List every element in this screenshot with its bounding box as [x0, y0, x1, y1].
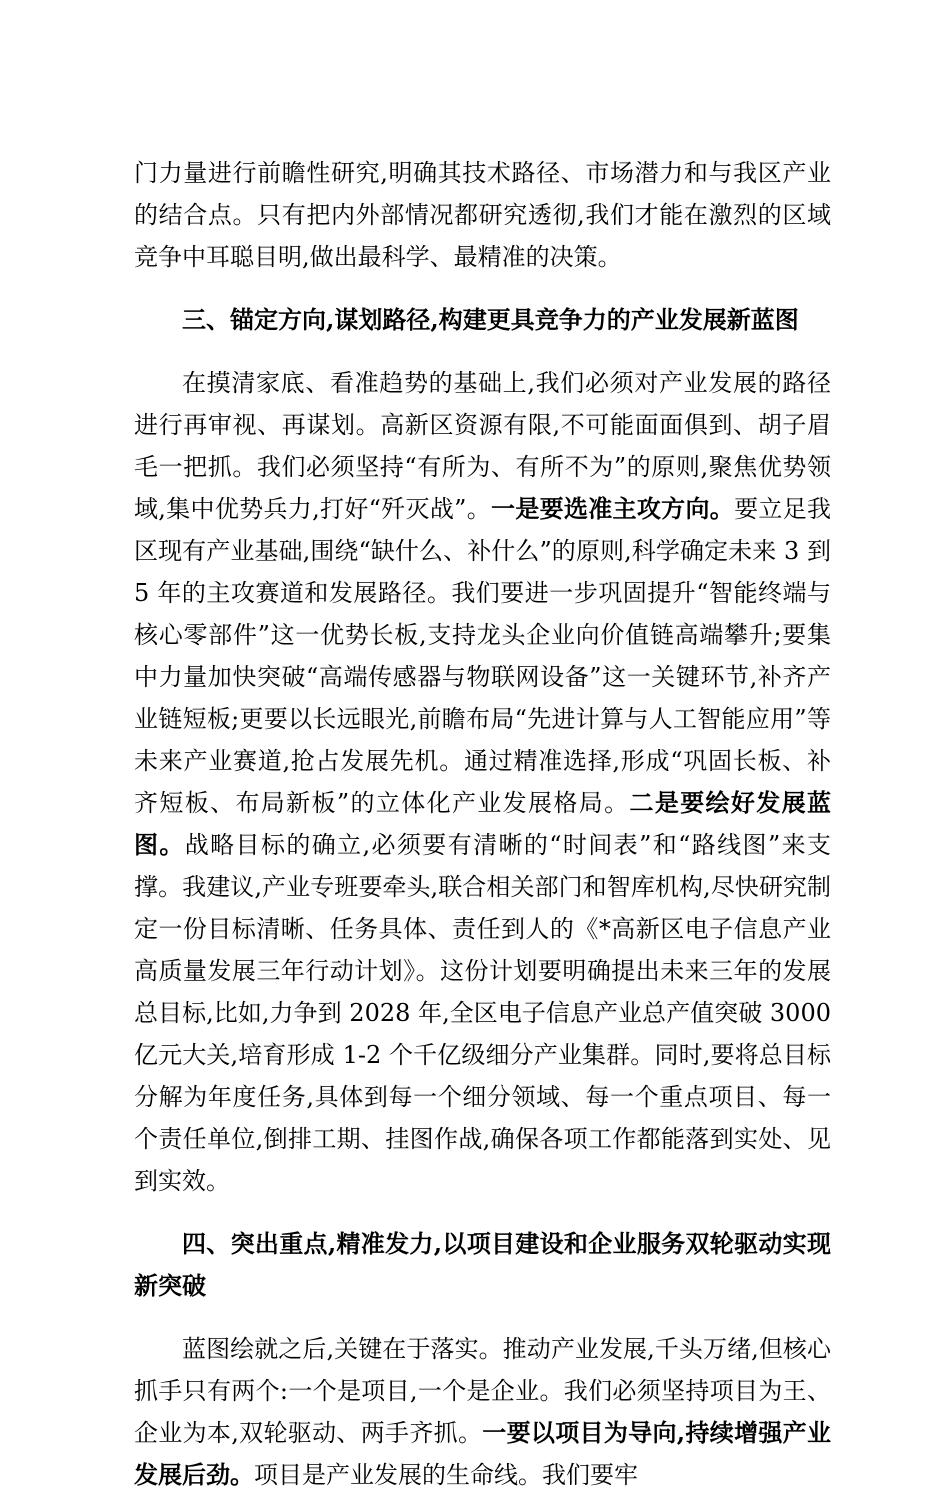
- bold-point-2: 二是要绘好发展蓝图。: [134, 788, 831, 859]
- paragraph-text: 在摸清家底、看准趋势的基础上,我们必须对产业发展的路径进行再审视、再谋划。高新区资源有限,不可能面面俱到、胡子眉毛一把抓。我们必须坚持“有所为、有所不为”的原则,聚焦优势领域,集中优势兵力,打好“歼灭战”。: [134, 369, 831, 523]
- bold-point-1: 一是要选准主攻方向。: [491, 494, 735, 523]
- paragraph-intro: 门力量进行前瞻性研究,明确其技术路径、市场潜力和与我区产业的结合点。只有把内外部情况都研究透彻,我们才能在激烈的区域竞争中耳聪目明,做出最科学、最精准的决策。: [134, 159, 831, 271]
- section-heading-4: 四、突出重点,精准发力,以项目建设和企业服务双轮驱动实现新突破: [134, 1229, 831, 1300]
- paragraph-text: 战略目标的确立,必须要有清晰的“时间表”和“路线图”来支撑。我建议,产业专班要牵头,联合相关部门和智库机构,尽快研究制定一份目标清晰、任务具体、责任到人的《*高新区电子信息产业高质量发展三年行动计划》。这份计划要明确提出未来三年的发展总目标,比如,力争到 2028 年,全区电子信息产业总产值突破 3000 亿元大关,培育形成 1-2 个千亿级细分产业集群。同时,要将总目标分解为年度任务,具体到每一个细分领域、每一个重点项目、每一个责任单位,倒排工期、挂图作战,确保各项工作都能落到实处、见到实效。: [134, 831, 831, 1195]
- paragraph-section-4: [134, 1328, 831, 1496]
- paragraph-text: 项目是产业发展的生命线。我们要牢: [254, 1461, 638, 1489]
- paragraph-text: 要立足我区现有产业基础,围绕“缺什么、补什么”的原则,科学确定未来 3 到 5 年的主攻赛道和发展路径。我们要进一步巩固提升“智能终端与核心零部件”这一优势长板,支持龙头企业向价值链高端攀升;要集中力量加快突破“高端传感器与物联网设备”这一关键环节,补齐产业链短板;更要以长远眼光,前瞻布局“先进计算与人工智能应用”等未来产业赛道,抢占发展先机。通过精准选择,形成“巩固长板、补齐短板、布局新板”的立体化产业发展格局。: [134, 495, 832, 817]
- paragraph-text: 蓝图绘就之后,关键在于落实。推动产业发展,千头万绪,但核心抓手只有两个:一个是项目,一个是企业。我们必须坚持项目为王、企业为本,双轮驱动、两手齐抓。: [134, 1335, 831, 1447]
- document-page: [134, 152, 831, 1496]
- bold-point-1: 一要以项目为导向,持续增强产业发展后劲。: [134, 1418, 831, 1489]
- paragraph-section-3: [134, 362, 831, 1202]
- section-heading-3: 三、锚定方向,谋划路径,构建更具竞争力的产业发展新蓝图: [182, 305, 799, 334]
